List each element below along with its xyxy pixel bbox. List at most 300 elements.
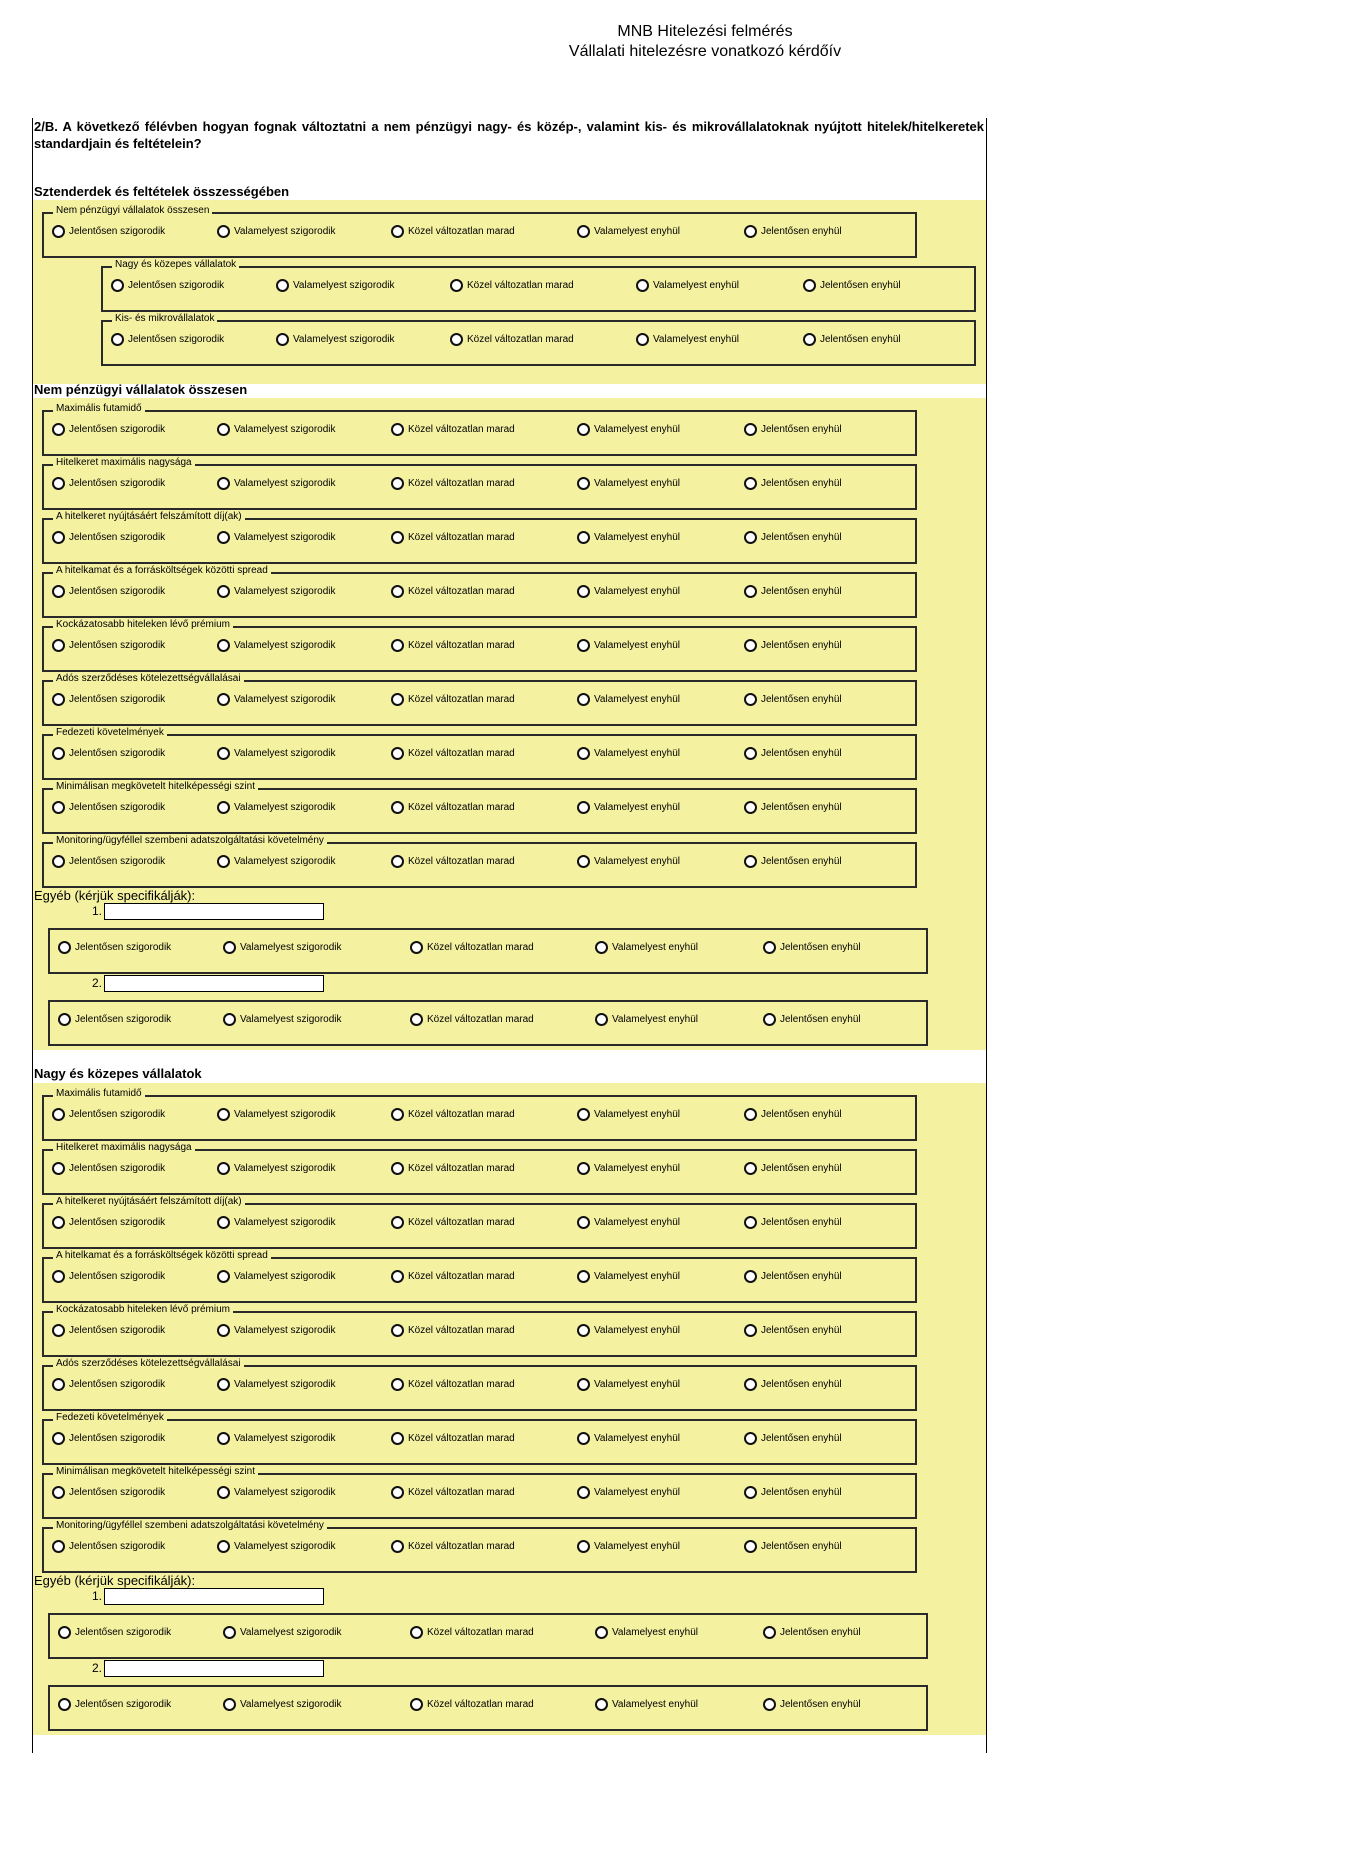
radio-option[interactable] <box>58 1013 171 1026</box>
radio-button[interactable] <box>391 477 404 490</box>
radio-option[interactable] <box>744 531 842 544</box>
radio-label: Valamelyest szigorodik <box>240 941 342 953</box>
radio-option[interactable] <box>595 941 698 954</box>
radio-option[interactable] <box>744 585 842 598</box>
other-number-1: 1. <box>91 904 102 918</box>
large-other-group-1 <box>48 1613 928 1659</box>
radio-option[interactable] <box>391 1486 515 1499</box>
radio-option[interactable] <box>391 1378 515 1391</box>
radio-option[interactable] <box>763 941 861 954</box>
radio-option[interactable] <box>636 333 739 346</box>
radio-option[interactable] <box>217 477 336 490</box>
radio-button[interactable] <box>410 1698 423 1711</box>
radio-option[interactable] <box>636 279 739 292</box>
radio-button[interactable] <box>52 1108 65 1121</box>
radio-button[interactable] <box>217 801 230 814</box>
radio-option[interactable] <box>217 1540 336 1553</box>
other-input-2[interactable] <box>104 1660 324 1677</box>
radio-button[interactable] <box>391 1432 404 1445</box>
radio-button[interactable] <box>111 333 124 346</box>
radio-button[interactable] <box>52 585 65 598</box>
radio-label: Közel változatlan marad <box>408 1324 515 1336</box>
radio-label: Valamelyest enyhül <box>653 279 739 291</box>
radio-button[interactable] <box>217 1432 230 1445</box>
radio-button[interactable] <box>577 1324 590 1337</box>
large-criterion-4 <box>42 1250 917 1303</box>
radio-button[interactable] <box>391 747 404 760</box>
radio-button[interactable] <box>410 1013 423 1026</box>
radio-option[interactable] <box>58 941 171 954</box>
radio-option[interactable] <box>217 747 336 760</box>
radio-option[interactable] <box>577 1162 680 1175</box>
radio-option[interactable] <box>223 941 342 954</box>
radio-option[interactable] <box>577 1270 680 1283</box>
radio-label: Valamelyest enyhül <box>594 639 680 651</box>
radio-label: Közel változatlan marad <box>408 801 515 813</box>
radio-button[interactable] <box>52 423 65 436</box>
radio-label: Jelentősen szigorodik <box>75 941 172 953</box>
radio-option[interactable] <box>223 1626 342 1639</box>
radio-button[interactable] <box>223 1013 236 1026</box>
radio-option[interactable] <box>410 1698 534 1711</box>
radio-option[interactable] <box>391 531 515 544</box>
radio-option[interactable] <box>217 1432 336 1445</box>
radio-option[interactable] <box>744 1540 842 1553</box>
radio-option[interactable] <box>577 477 680 490</box>
radio-button[interactable] <box>52 1486 65 1499</box>
radio-option[interactable] <box>450 279 574 292</box>
radio-button[interactable] <box>391 531 404 544</box>
radio-button[interactable] <box>217 423 230 436</box>
radio-label: Valamelyest enyhül <box>612 1698 698 1710</box>
radio-button[interactable] <box>217 585 230 598</box>
radio-button[interactable] <box>391 225 404 238</box>
radio-button[interactable] <box>744 639 757 652</box>
radio-option[interactable] <box>217 639 336 652</box>
radio-label: Jelentősen szigorodik <box>69 1108 166 1120</box>
radio-option[interactable] <box>52 693 165 706</box>
radio-button[interactable] <box>744 1432 757 1445</box>
radio-button[interactable] <box>763 1698 776 1711</box>
radio-option[interactable] <box>744 747 842 760</box>
radio-button[interactable] <box>450 279 463 292</box>
radio-option[interactable] <box>217 693 336 706</box>
radio-label: Jelentősen enyhül <box>780 1013 861 1025</box>
radio-label: Közel változatlan marad <box>408 855 515 867</box>
radio-option[interactable] <box>391 1216 515 1229</box>
radio-button[interactable] <box>391 585 404 598</box>
radio-option[interactable] <box>391 225 515 238</box>
radio-button[interactable] <box>744 477 757 490</box>
radio-option[interactable] <box>391 1270 515 1283</box>
radio-button[interactable] <box>391 693 404 706</box>
radio-option[interactable] <box>58 1698 171 1711</box>
radio-option[interactable] <box>217 1162 336 1175</box>
radio-option[interactable] <box>577 801 680 814</box>
radio-label: Közel változatlan marad <box>408 1162 515 1174</box>
radio-button[interactable] <box>744 1486 757 1499</box>
radio-option[interactable] <box>744 1378 842 1391</box>
radio-option[interactable] <box>391 1432 515 1445</box>
nonfin-criterion-1 <box>42 403 917 456</box>
radio-option[interactable] <box>744 423 842 436</box>
radio-button[interactable] <box>391 1378 404 1391</box>
radio-button[interactable] <box>577 1162 590 1175</box>
radio-label: Valamelyest szigorodik <box>293 333 395 345</box>
radio-button[interactable] <box>577 1108 590 1121</box>
radio-option[interactable] <box>391 1324 515 1337</box>
radio-option[interactable] <box>391 855 515 868</box>
radio-button[interactable] <box>803 333 816 346</box>
radio-option[interactable] <box>391 1540 515 1553</box>
radio-option[interactable] <box>577 585 680 598</box>
nonfin-criterion-6 <box>42 673 917 726</box>
radio-option[interactable] <box>52 1540 165 1553</box>
radio-option[interactable] <box>577 225 680 238</box>
radio-option[interactable] <box>52 225 165 238</box>
radio-button[interactable] <box>577 1486 590 1499</box>
radio-button[interactable] <box>577 693 590 706</box>
radio-button[interactable] <box>217 639 230 652</box>
radio-label: Valamelyest szigorodik <box>234 801 336 813</box>
radio-label: Jelentősen enyhül <box>820 333 901 345</box>
radio-button[interactable] <box>577 747 590 760</box>
radio-button[interactable] <box>577 423 590 436</box>
radio-option[interactable] <box>217 855 336 868</box>
radio-option[interactable] <box>744 1108 842 1121</box>
radio-label: Valamelyest szigorodik <box>240 1698 342 1710</box>
radio-option[interactable] <box>217 423 336 436</box>
radio-option[interactable] <box>52 585 165 598</box>
group-legend: Kis- és mikrovállalatok <box>112 313 217 325</box>
radio-button[interactable] <box>391 855 404 868</box>
group-legend: Maximális futamidő <box>53 403 145 415</box>
radio-option[interactable] <box>52 1162 165 1175</box>
radio-option[interactable] <box>744 1486 842 1499</box>
radio-label: Valamelyest szigorodik <box>234 747 336 759</box>
radio-option[interactable] <box>52 1378 165 1391</box>
radio-option[interactable] <box>744 801 842 814</box>
radio-button[interactable] <box>577 1432 590 1445</box>
radio-button[interactable] <box>52 1216 65 1229</box>
radio-option[interactable] <box>744 225 842 238</box>
radio-button[interactable] <box>577 1378 590 1391</box>
radio-button[interactable] <box>636 279 649 292</box>
radio-option[interactable] <box>744 1216 842 1229</box>
radio-button[interactable] <box>52 693 65 706</box>
radio-option[interactable] <box>803 333 901 346</box>
radio-option[interactable] <box>391 747 515 760</box>
radio-option[interactable] <box>410 1013 534 1026</box>
radio-option[interactable] <box>276 333 395 346</box>
radio-button[interactable] <box>391 639 404 652</box>
radio-button[interactable] <box>744 1108 757 1121</box>
radio-option[interactable] <box>450 333 574 346</box>
radio-button[interactable] <box>58 1698 71 1711</box>
radio-option[interactable] <box>217 1216 336 1229</box>
group-legend: Monitoring/ügyféllel szembeni adatszolgáltatási követelmény <box>53 835 327 847</box>
radio-option[interactable] <box>52 1324 165 1337</box>
radio-option[interactable] <box>391 423 515 436</box>
radio-label: Valamelyest szigorodik <box>234 531 336 543</box>
radio-button[interactable] <box>391 1108 404 1121</box>
radio-option[interactable] <box>217 1270 336 1283</box>
radio-label: Jelentősen enyhül <box>761 747 842 759</box>
radio-button[interactable] <box>223 1698 236 1711</box>
radio-button[interactable] <box>52 225 65 238</box>
radio-option[interactable] <box>111 279 224 292</box>
radio-label: Jelentősen enyhül <box>761 1432 842 1444</box>
radio-option[interactable] <box>52 477 165 490</box>
radio-button[interactable] <box>744 1270 757 1283</box>
radio-button[interactable] <box>217 477 230 490</box>
radio-button[interactable] <box>744 1378 757 1391</box>
radio-button[interactable] <box>52 1324 65 1337</box>
radio-option[interactable] <box>52 1270 165 1283</box>
radio-option[interactable] <box>52 639 165 652</box>
radio-option[interactable] <box>52 1486 165 1499</box>
radio-option[interactable] <box>217 585 336 598</box>
radio-button[interactable] <box>217 1108 230 1121</box>
radio-option[interactable] <box>744 1432 842 1445</box>
radio-option[interactable] <box>577 1324 680 1337</box>
radio-option[interactable] <box>391 801 515 814</box>
radio-button[interactable] <box>744 531 757 544</box>
radio-option[interactable] <box>52 423 165 436</box>
radio-button[interactable] <box>52 531 65 544</box>
radio-button[interactable] <box>577 225 590 238</box>
radio-button[interactable] <box>577 1540 590 1553</box>
radio-option[interactable] <box>217 531 336 544</box>
radio-button[interactable] <box>391 1540 404 1553</box>
page-header <box>520 22 890 62</box>
radio-button[interactable] <box>217 1540 230 1553</box>
radio-option[interactable] <box>744 639 842 652</box>
radio-button[interactable] <box>217 855 230 868</box>
radio-option[interactable] <box>803 279 901 292</box>
radio-button[interactable] <box>595 1698 608 1711</box>
radio-option[interactable] <box>410 941 534 954</box>
radio-button[interactable] <box>577 531 590 544</box>
radio-option[interactable] <box>217 1486 336 1499</box>
radio-button[interactable] <box>52 1432 65 1445</box>
radio-option[interactable] <box>276 279 395 292</box>
radio-button[interactable] <box>58 1626 71 1639</box>
radio-option[interactable] <box>577 1108 680 1121</box>
radio-button[interactable] <box>577 855 590 868</box>
radio-button[interactable] <box>217 1162 230 1175</box>
radio-option[interactable] <box>391 639 515 652</box>
radio-option[interactable] <box>595 1698 698 1711</box>
other-input-1[interactable] <box>104 1588 324 1605</box>
other-number-2: 2. <box>91 1661 102 1675</box>
radio-option[interactable] <box>595 1013 698 1026</box>
radio-label: Jelentősen szigorodik <box>69 1378 166 1390</box>
radio-button[interactable] <box>577 585 590 598</box>
group-large-medium <box>101 259 976 312</box>
radio-label: Közel változatlan marad <box>427 941 534 953</box>
radio-button[interactable] <box>763 1013 776 1026</box>
radio-button[interactable] <box>217 747 230 760</box>
radio-button[interactable] <box>58 941 71 954</box>
radio-option[interactable] <box>52 747 165 760</box>
radio-button[interactable] <box>577 801 590 814</box>
radio-option[interactable] <box>744 1270 842 1283</box>
radio-label: Közel változatlan marad <box>427 1698 534 1710</box>
radio-button[interactable] <box>744 585 757 598</box>
radio-button[interactable] <box>391 423 404 436</box>
radio-option[interactable] <box>217 801 336 814</box>
radio-button[interactable] <box>744 1216 757 1229</box>
radio-button[interactable] <box>577 477 590 490</box>
group-legend: Nem pénzügyi vállalatok összesen <box>53 205 212 217</box>
radio-option[interactable] <box>217 225 336 238</box>
radio-button[interactable] <box>744 1540 757 1553</box>
radio-button[interactable] <box>223 941 236 954</box>
radio-option[interactable] <box>744 693 842 706</box>
radio-button[interactable] <box>744 747 757 760</box>
radio-button[interactable] <box>595 1626 608 1639</box>
radio-option[interactable] <box>577 423 680 436</box>
radio-button[interactable] <box>58 1013 71 1026</box>
radio-button[interactable] <box>744 1324 757 1337</box>
radio-option[interactable] <box>58 1626 171 1639</box>
radio-option[interactable] <box>744 477 842 490</box>
radio-button[interactable] <box>391 1162 404 1175</box>
radio-button[interactable] <box>744 693 757 706</box>
nonfin-criterion-4 <box>42 565 917 618</box>
radio-option[interactable] <box>223 1013 342 1026</box>
radio-option[interactable] <box>577 747 680 760</box>
radio-option[interactable] <box>763 1013 861 1026</box>
radio-button[interactable] <box>391 1324 404 1337</box>
radio-button[interactable] <box>391 1486 404 1499</box>
radio-option[interactable] <box>52 855 165 868</box>
other-input-2[interactable] <box>104 975 324 992</box>
radio-option[interactable] <box>577 1540 680 1553</box>
radio-button[interactable] <box>391 1270 404 1283</box>
radio-button[interactable] <box>595 941 608 954</box>
radio-option[interactable] <box>391 585 515 598</box>
radio-button[interactable] <box>744 1162 757 1175</box>
radio-button[interactable] <box>52 1378 65 1391</box>
section-title-nonfin: Nem pénzügyi vállalatok összesen <box>34 382 248 397</box>
radio-option[interactable] <box>744 1324 842 1337</box>
radio-button[interactable] <box>276 279 289 292</box>
radio-button[interactable] <box>577 1270 590 1283</box>
radio-button[interactable] <box>52 855 65 868</box>
radio-option[interactable] <box>391 1108 515 1121</box>
radio-button[interactable] <box>744 801 757 814</box>
radio-button[interactable] <box>276 333 289 346</box>
radio-option[interactable] <box>52 531 165 544</box>
radio-button[interactable] <box>450 333 463 346</box>
radio-label: Jelentősen enyhül <box>761 855 842 867</box>
radio-option[interactable] <box>763 1626 861 1639</box>
radio-button[interactable] <box>410 941 423 954</box>
radio-option[interactable] <box>577 1378 680 1391</box>
radio-option[interactable] <box>763 1698 861 1711</box>
radio-option[interactable] <box>577 639 680 652</box>
radio-button[interactable] <box>217 1324 230 1337</box>
radio-option[interactable] <box>223 1698 342 1711</box>
radio-option[interactable] <box>52 1216 165 1229</box>
radio-button[interactable] <box>217 1216 230 1229</box>
radio-button[interactable] <box>744 423 757 436</box>
radio-option[interactable] <box>52 801 165 814</box>
radio-button[interactable] <box>52 1162 65 1175</box>
radio-label: Valamelyest szigorodik <box>234 693 336 705</box>
radio-button[interactable] <box>52 747 65 760</box>
radio-button[interactable] <box>763 1626 776 1639</box>
radio-button[interactable] <box>577 1216 590 1229</box>
radio-option[interactable] <box>410 1626 534 1639</box>
radio-option[interactable] <box>217 1108 336 1121</box>
radio-button[interactable] <box>391 1216 404 1229</box>
radio-option[interactable] <box>595 1626 698 1639</box>
radio-button[interactable] <box>595 1013 608 1026</box>
radio-button[interactable] <box>217 693 230 706</box>
radio-button[interactable] <box>217 225 230 238</box>
radio-button[interactable] <box>52 477 65 490</box>
radio-button[interactable] <box>217 1270 230 1283</box>
radio-button[interactable] <box>217 1378 230 1391</box>
radio-button[interactable] <box>410 1626 423 1639</box>
radio-button[interactable] <box>803 279 816 292</box>
radio-button[interactable] <box>636 333 649 346</box>
radio-button[interactable] <box>391 801 404 814</box>
radio-button[interactable] <box>52 1540 65 1553</box>
radio-button[interactable] <box>217 531 230 544</box>
radio-label: Valamelyest szigorodik <box>234 477 336 489</box>
radio-option[interactable] <box>391 693 515 706</box>
radio-label: Jelentősen szigorodik <box>69 1324 166 1336</box>
radio-button[interactable] <box>52 639 65 652</box>
radio-option[interactable] <box>52 1108 165 1121</box>
radio-option[interactable] <box>577 531 680 544</box>
radio-button[interactable] <box>111 279 124 292</box>
radio-button[interactable] <box>223 1626 236 1639</box>
radio-button[interactable] <box>52 801 65 814</box>
radio-button[interactable] <box>763 941 776 954</box>
other-input-1[interactable] <box>104 903 324 920</box>
radio-button[interactable] <box>52 1270 65 1283</box>
radio-option[interactable] <box>577 693 680 706</box>
radio-option[interactable] <box>577 1216 680 1229</box>
radio-option[interactable] <box>744 1162 842 1175</box>
form-border-line <box>986 118 987 1753</box>
radio-option[interactable] <box>391 1162 515 1175</box>
radio-option[interactable] <box>577 855 680 868</box>
radio-option[interactable] <box>577 1486 680 1499</box>
radio-button[interactable] <box>217 1486 230 1499</box>
radio-option[interactable] <box>744 855 842 868</box>
radio-button[interactable] <box>577 639 590 652</box>
radio-option[interactable] <box>52 1432 165 1445</box>
radio-option[interactable] <box>217 1378 336 1391</box>
radio-label: Közel változatlan marad <box>408 639 515 651</box>
radio-option[interactable] <box>217 1324 336 1337</box>
radio-label: Valamelyest szigorodik <box>240 1013 342 1025</box>
radio-option[interactable] <box>577 1432 680 1445</box>
radio-label: Valamelyest enyhül <box>594 1108 680 1120</box>
radio-button[interactable] <box>744 855 757 868</box>
radio-option[interactable] <box>391 477 515 490</box>
radio-button[interactable] <box>744 225 757 238</box>
large-criterion-7 <box>42 1412 917 1465</box>
radio-label: Jelentősen enyhül <box>761 1324 842 1336</box>
radio-option[interactable] <box>111 333 224 346</box>
